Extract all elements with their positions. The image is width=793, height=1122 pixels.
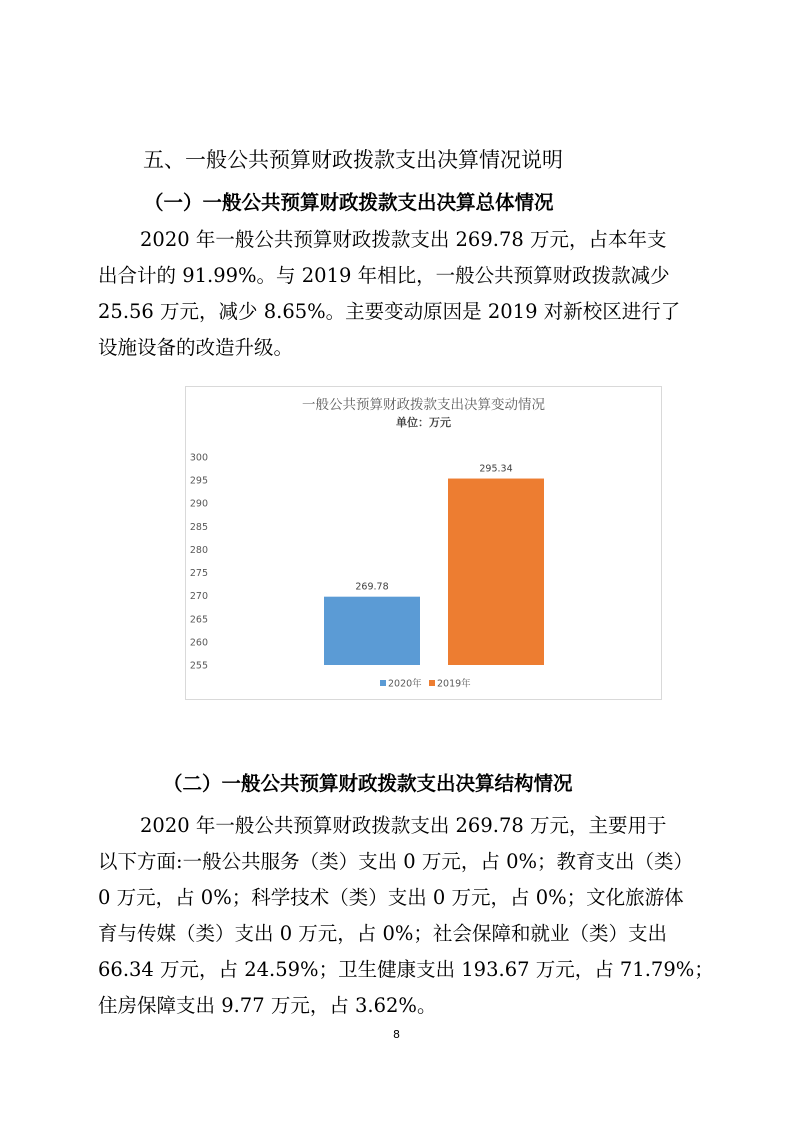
part1-line: 设施设备的改造升级。 [98, 336, 294, 359]
y-tick-label: 300 [189, 452, 208, 464]
legend-label: 2020年 [388, 678, 422, 690]
chart-title: 一般公共预算财政拨款支出决算变动情况 [302, 397, 545, 413]
y-tick-label: 270 [189, 591, 208, 603]
y-tick-label: 285 [189, 521, 208, 533]
part2-paragraph [98, 808, 714, 1024]
part1-line: 25.56 万元，减少 8.65%。主要变动原因是 2019 对新校区进行了 [98, 300, 681, 323]
part1-paragraph [98, 222, 698, 366]
part2-line: 以下方面:一般公共服务（类）支出 0 万元，占 0%；教育支出（类） [98, 850, 694, 873]
part2-line: 0 万元，占 0%；科学技术（类）支出 0 万元，占 0%；文化旅游体 [98, 886, 684, 909]
part2-line: 育与传媒（类）支出 0 万元，占 0%；社会保障和就业（类）支出 [98, 922, 667, 945]
y-tick-label: 295 [189, 475, 208, 487]
bar-2019年 [448, 479, 544, 665]
data-label: 295.34 [479, 463, 513, 475]
part2-line: 66.34 万元，占 24.59%；卫生健康支出 193.67 万元，占 71.79%； [98, 958, 714, 981]
y-tick-label: 275 [189, 568, 208, 580]
part1-line: 2020 年一般公共预算财政拨款支出 269.78 万元，占本年支 [140, 228, 667, 251]
part2-line: 2020 年一般公共预算财政拨款支出 269.78 万元，主要用于 [140, 814, 667, 837]
chart-subtitle: 单位：万元 [396, 416, 451, 429]
part1-title: （一）一般公共预算财政拨款支出决算总体情况 [144, 191, 554, 214]
page-number: 8 [393, 1028, 400, 1041]
y-tick-label: 290 [189, 498, 208, 510]
y-tick-label: 280 [189, 544, 208, 556]
bar-chart [185, 386, 662, 700]
data-label: 269.78 [355, 581, 389, 593]
part2-title: （二）一般公共预算财政拨款支出决算结构情况 [163, 772, 573, 795]
bar-2020年 [324, 597, 420, 665]
legend-swatch [429, 680, 435, 686]
y-tick-label: 265 [189, 614, 208, 626]
y-tick-label: 255 [189, 660, 208, 672]
chart-canvas [186, 387, 661, 699]
chart-legend [380, 678, 471, 690]
section-heading: 五、一般公共预算财政拨款支出决算情况说明 [143, 148, 563, 172]
y-tick-label: 260 [189, 637, 208, 649]
bar-series [324, 464, 544, 665]
y-axis [190, 453, 208, 672]
legend-swatch [380, 680, 386, 686]
part2-line: 住房保障支出 9.77 万元，占 3.62%。 [98, 994, 437, 1017]
part1-line: 出合计的 91.99%。与 2019 年相比，一般公共预算财政拨款减少 [98, 264, 670, 287]
legend-label: 2019年 [437, 678, 471, 690]
